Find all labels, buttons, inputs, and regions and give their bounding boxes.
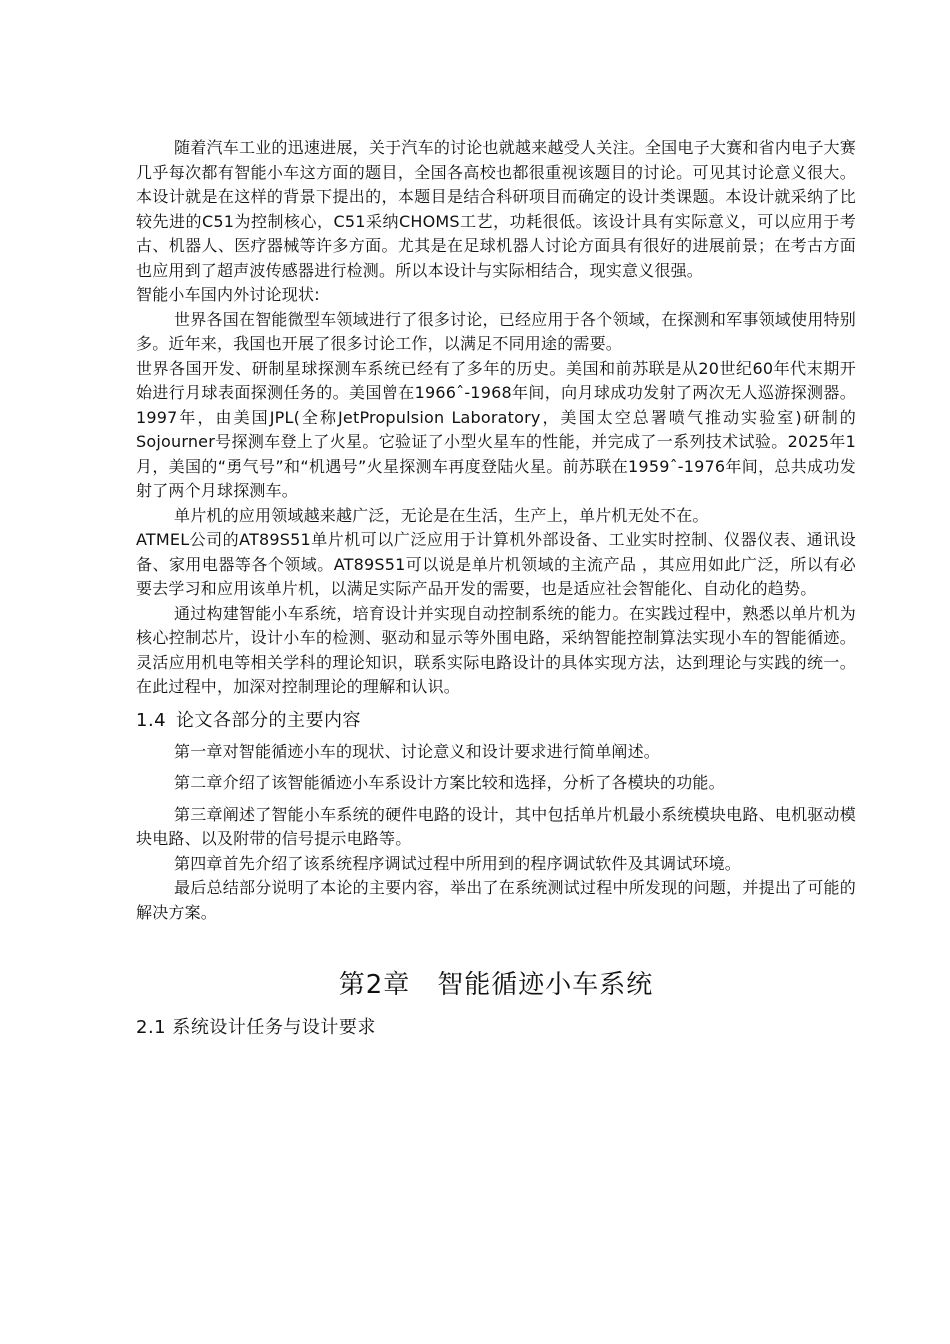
paragraph: 通过构建智能小车系统，培育设计并实现自动控制系统的能力。在实践过程中，熟悉以单片机为核心控制芯片，设计小车的检测、驱动和显示等外围电路，采纳智能控制算法实现小车的智能循迹。灵活应用机电等相关学科的理论知识，联系实际电路设计的具体实现方法，达到理论与实践的统一。在此过程中，加深对控制理论的理解和认识。 xyxy=(136,603,856,696)
chapter-heading: 第2章 智能循迹小车系统 xyxy=(338,970,654,1000)
paragraph: 智能小车国内外讨论现状: xyxy=(136,285,320,304)
section-number: 1.4 xyxy=(136,709,167,731)
paragraph: 第一章对智能循迹小车的现状、讨论意义和设计要求进行简单阐述。 xyxy=(174,741,661,761)
section-title: 论文各部分的主要内容 xyxy=(176,709,361,731)
paragraph: 单片机的应用领域越来越广泛，无论是在生活，生产上，单片机无处不在。 xyxy=(174,505,709,525)
paragraph: 世界各国在智能微型车领域进行了很多讨论，已经应用于各个领域，在探测和军事领域使用特别多。近年来，我国也开展了很多讨论工作，以满足不同用途的需要。 xyxy=(136,309,856,353)
paragraph: 世界各国开发、研制星球探测车系统已经有了多年的历史。美国和前苏联是从20世纪60年代末期开始进行月球表面探测任务的。美国曾在1966ˆ-1968年间，向月球成功发射了两次无人巡游探测器。1997年，由美国JPL(全称JetPropulsion Laboratory，美国太空总署喷气推动实验室)研制的Sojourner号探测车登上了火星。它验证了小型火星车的性能，并完成了一系列技术试验。2025年1月，美国的“勇气号”和“机遇号”火星探测车再度登陆火星。前苏联在1959ˆ-1976年间，总共成功发射了两个月球探测车。 xyxy=(136,358,856,500)
paragraph: 第四章首先介绍了该系统程序调试过程中所用到的程序调试软件及其调试环境。 xyxy=(174,853,742,873)
section-heading-1-4 xyxy=(136,708,856,734)
page-content xyxy=(136,136,856,1041)
paragraph: 第二章介绍了该智能循迹小车系设计方案比较和选择，分析了各模块的功能。 xyxy=(174,773,725,792)
section-1-4-body xyxy=(136,740,856,926)
paragraph: 最后总结部分说明了本论的主要内容，举出了在系统测试过程中所发现的问题，并提出了可能的解决方案。 xyxy=(136,878,856,922)
intro-section xyxy=(136,136,856,700)
paragraph: 第三章阐述了智能小车系统的硬件电路的设计，其中包括单片机最小系统模块电路、电机驱动模块电路、以及附带的信号提示电路等。 xyxy=(136,804,856,848)
paragraph: ATMEL公司的AT89S51单片机可以广泛应用于计算机外部设备、工业实时控制、仪器仪表、通讯设备、家用电器等各个领域。AT89S51可以说是单片机领域的主流产品 ，其应用如此广泛，所以有必要去学习和应用该单片机，以满足实际产品开发的需要，也是适应社会智能化、自动化的趋势。 xyxy=(136,530,856,598)
paragraph: 随着汽车工业的迅速进展，关于汽车的讨论也就越来越受人关注。全国电子大赛和省内电子大赛几乎每次都有智能小车这方面的题目，全国各高校也都很重视该题目的讨论。可见其讨论意义很大。本设计就是在这样的背景下提出的，本题目是结合科研项目而确定的设计类课题。本设计就采纳了比较先进的C51为控制核心，C51采纳CHOMS工艺，功耗很低。该设计具有实际意义，可以应用于考古、机器人、医疗器械等许多方面。尤其是在足球机器人讨论方面具有很好的进展前景；在考古方面也应用到了超声波传感器进行检测。所以本设计与实际相结合，现实意义很强。 xyxy=(136,138,856,280)
section-heading-2-1: 2.1 系统设计任务与设计要求 xyxy=(136,1017,376,1038)
